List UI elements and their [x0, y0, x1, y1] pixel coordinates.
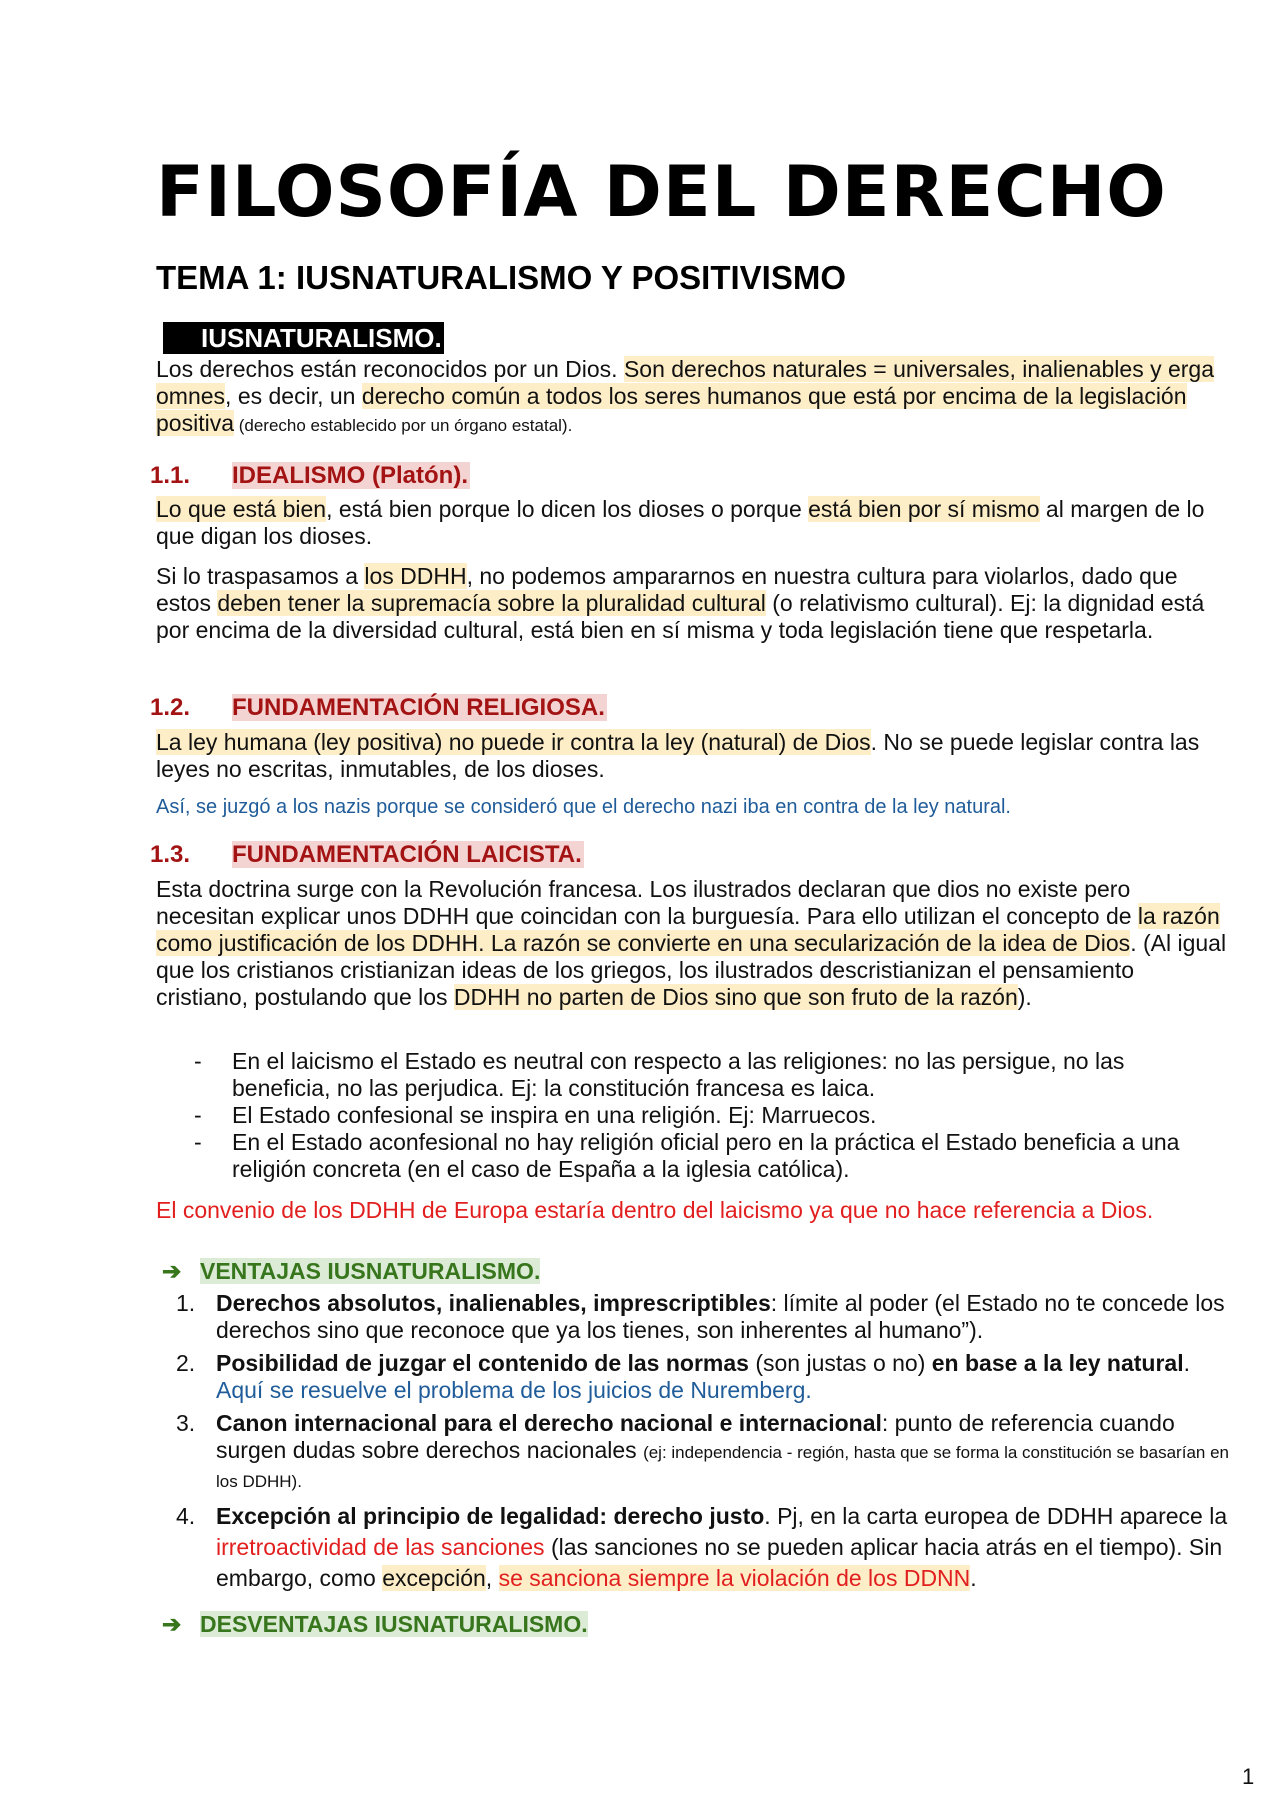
ventajas-heading: ➔ VENTAJAS IUSNATURALISMO. [162, 1258, 541, 1284]
highlight: deben tener la supremacía sobre la pluralidad cultural [217, 590, 766, 616]
section-number-1-1: 1.1. [150, 462, 191, 489]
section-title-religiosa: FUNDAMENTACIÓN RELIGIOSA. [232, 694, 605, 721]
religiosa-note: Así, se juzgó a los nazis porque se consideró que el derecho nazi iba en contra de la ley natural. [156, 796, 1011, 818]
list-item: - El Estado confesional se inspira en una religión. Ej: Marruecos. [194, 1102, 877, 1128]
list-item: 3. Canon internacional para el derecho nacional e internacional: punto de referencia cuando surgen dudas sobre derechos nacionales (ej: independencia - región, hasta que se forma la constitución se basarían en los DDHH). [176, 1410, 1229, 1491]
highlight: se sanciona siempre la violación de los DDNN [498, 1565, 971, 1591]
arrow-right-icon: ➔ [162, 1258, 182, 1284]
intro-paragraph: Los derechos están reconocidos por un Dios. Son derechos naturales = universales, inalienables y erga omnes, es decir, un derecho común a todos los seres humanos que está por encima de la legislación positiva (derecho establecido por un órgano estatal). [156, 356, 1215, 436]
list-item: 1. Derechos absolutos, inalienables, imprescriptibles: límite al poder (el Estado no te concede los derechos sino que reconoce que ya los tienes, son inherentes al humano”). [176, 1290, 1225, 1343]
highlight: está bien por sí mismo [808, 496, 1040, 522]
topic-heading: TEMA 1: IUSNATURALISMO Y POSITIVISMO [156, 259, 847, 296]
list-item: 4. Excepción al principio de legalidad: derecho justo. Pj, en la carta europea de DDHH aparece la irretroactividad de las sanciones (las sanciones no se pueden aplicar hacia atrás en el tiempo). Sin embargo, como excepción, se sanciona siempre la violación de los DDNN. [176, 1503, 1228, 1591]
highlight: La ley humana (ley positiva) no puede ir contra la ley (natural) de Dios [156, 729, 871, 755]
highlight: excepción [382, 1565, 486, 1591]
page-number: 1 [1242, 1764, 1255, 1789]
list-item: - En el Estado aconfesional no hay religión oficial pero en la práctica el Estado beneficia a una religión concreta (en el caso de España a la iglesia católica). [194, 1129, 1180, 1182]
laicista-bullet-list [156, 1048, 1226, 1183]
list-item: - En el laicismo el Estado es neutral con respecto a las religiones: no las persigue, no las beneficia, no las perjudica. Ej: la constitución francesa es laica. [194, 1048, 1125, 1101]
highlight: derecho común a todos los seres humanos que está por encima de la legislación positiva [156, 383, 1187, 436]
laicista-paragraph-1: Esta doctrina surge con la Revolución francesa. Los ilustrados declaran que dios no existe pero necesitan explicar unos DDHH que coincidan con la burguesía. Para ello utilizan el concepto de la razón como justificación de los DDHH. La razón se convierte en una secularización de la idea de Dios. (Al igual que los cristianos cristianizan ideas de los griegos, los ilustrados descristianizan el pensamiento cristiano, postulando que los DDHH no parten de Dios sino que son fruto de la razón). [156, 876, 1227, 1010]
document-title: FILOSOFÍA DEL DERECHO [156, 151, 1167, 233]
list-item: 2. Posibilidad de juzgar el contenido de las normas (son justas o no) en base a la ley natural. Aquí se resuelve el problema de los juicios de Nuremberg. [176, 1350, 1190, 1403]
section-heading-iusnaturalismo: IUSNATURALISMO. [163, 322, 444, 354]
ventajas-list [156, 1290, 1231, 1594]
section-title-laicista: FUNDAMENTACIÓN LAICISTA. [232, 841, 582, 868]
religiosa-paragraph-1: La ley humana (ley positiva) no puede ir contra la ley (natural) de Dios. No se puede legislar contra las leyes no escritas, inmutables, de los dioses. [156, 729, 1200, 782]
section-title-idealismo: IDEALISMO (Platón). [232, 462, 468, 489]
laicista-red-note: El convenio de los DDHH de Europa estaría dentro del laicismo ya que no hace referencia a Dios. [156, 1197, 1154, 1223]
highlight: DDHH no parten de Dios sino que son fruto de la razón [453, 984, 1018, 1010]
highlight: Lo que está bien [156, 496, 327, 522]
highlight: Son derechos naturales = universales, inalienables y erga omnes [156, 356, 1215, 409]
idealismo-paragraph-2: Si lo traspasamos a los DDHH, no podemos ampararnos en nuestra cultura para violarlos, dado que estos deben tener la supremacía sobre la pluralidad cultural (o relativismo cultural). Ej: la dignidad está por encima de la diversidad cultural, está bien en sí misma y toda legislación tiene que respetarla. [156, 563, 1205, 643]
arrow-right-icon: ➔ [162, 1611, 182, 1637]
idealismo-paragraph-1: Lo que está bien, está bien porque lo dicen los dioses o porque está bien por sí mismo al margen de lo que digan los dioses. [156, 496, 1205, 549]
desventajas-heading: ➔ DESVENTAJAS IUSNATURALISMO. [162, 1611, 588, 1637]
section-number-1-3: 1.3. [150, 841, 191, 868]
section-number-1-2: 1.2. [150, 694, 191, 721]
highlight: la razón como justificación de los DDHH. La razón se convierte en una secularización de la idea de Dios [156, 903, 1220, 956]
highlight: los DDHH [364, 563, 467, 589]
